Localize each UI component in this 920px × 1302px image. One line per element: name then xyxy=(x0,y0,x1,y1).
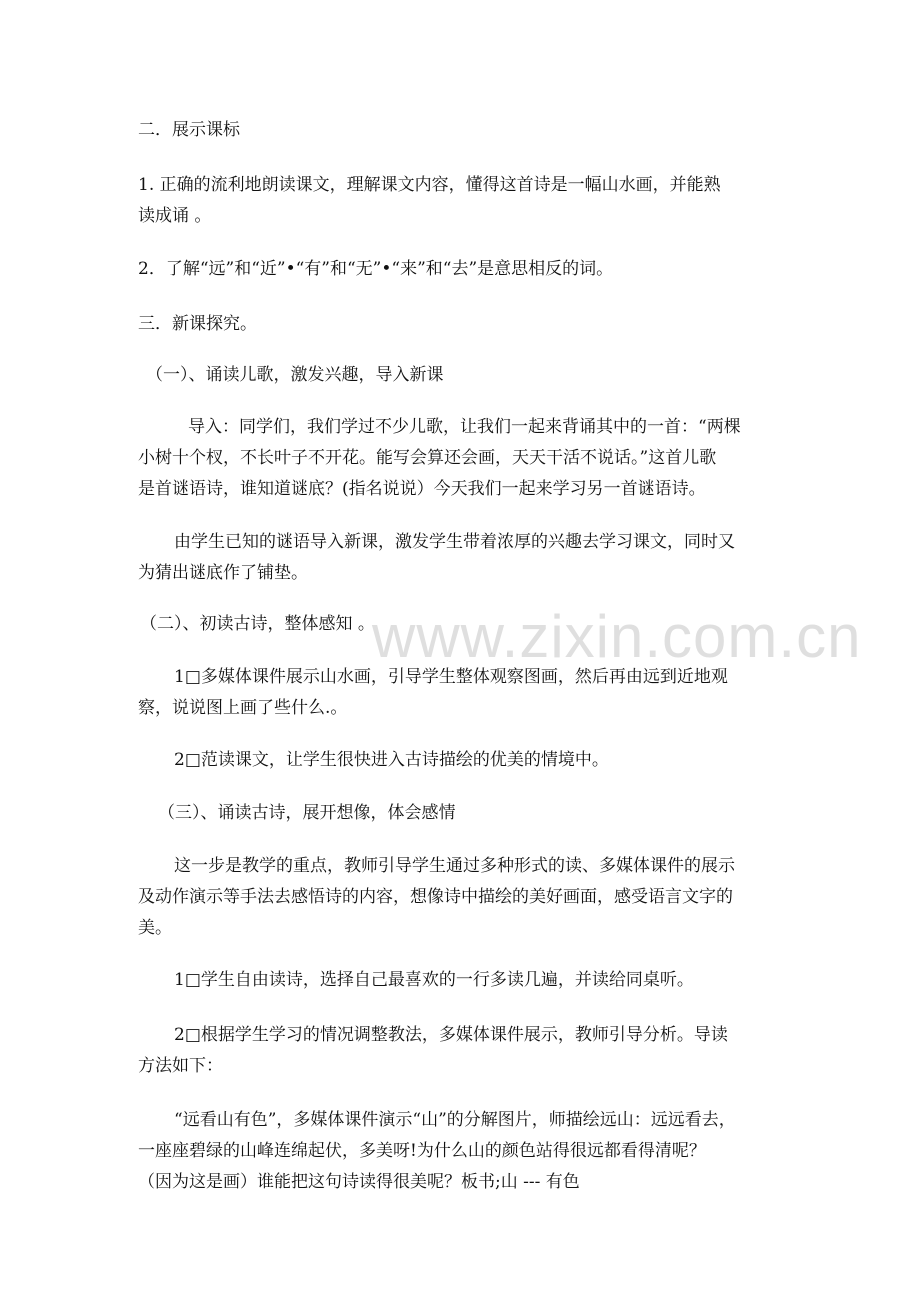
paragraph-line: 这一步是教学的重点，教师引导学生通过多种形式的读、多媒体课件的展示 xyxy=(174,856,735,876)
paragraph-line: （因为这是画）谁能把这句诗读得很美呢？板书;山 --- 有色 xyxy=(138,1172,580,1192)
watermark: www.zixin.com.cn xyxy=(372,603,862,670)
subheading-three: （三）、诵读古诗，展开想像，体会感情 xyxy=(158,803,456,823)
paragraph-line: 方法如下： xyxy=(138,1056,223,1076)
paragraph-line: 一座座碧绿的山峰连绵起伏，多美呀!为什么山的颜色站得很远都看得清呢？ xyxy=(138,1141,706,1161)
paragraph-line: 1□学生自由读诗，选择自己最喜欢的一行多读几遍，并读给同桌听。 xyxy=(174,970,694,990)
heading-show-standards: 二．展示课标 xyxy=(138,120,240,140)
subheading-one: （一）、诵读儿歌，激发兴趣，导入新课 xyxy=(146,365,444,385)
paragraph-line: 是首谜语诗，谁知道谜底？(指名说说）今天我们一起来学习另一首谜语诗。 xyxy=(138,479,706,499)
paragraph-line: 为猜出谜底作了铺垫。 xyxy=(138,563,308,583)
paragraph-line: 1. 正确的流利地朗读课文，理解课文内容，懂得这首诗是一幅山水画，并能熟 xyxy=(138,175,721,195)
paragraph-line: 由学生已知的谜语导入新课，激发学生带着浓厚的兴趣去学习课文，同时又 xyxy=(174,532,735,552)
paragraph-line: 及动作演示等手法去感悟诗的内容，想像诗中描绘的美好画面，感受语言文字的 xyxy=(138,887,733,907)
paragraph-line: 美。 xyxy=(138,918,172,938)
paragraph-line: 2□范读课文，让学生很快进入古诗描绘的优美的情境中。 xyxy=(174,750,609,770)
paragraph-line: 读成诵 。 xyxy=(138,206,212,226)
paragraph-line: “远看山有色”，多媒体课件演示“山”的分解图片，师描绘远山：远远看去， xyxy=(174,1110,736,1130)
heading-new-lesson: 三．新课探究。 xyxy=(138,314,257,334)
paragraph-line: 导入：同学们，我们学过不少儿歌，让我们一起来背诵其中的一首：“两棵 xyxy=(188,417,741,437)
subheading-two: （二）、初读古诗，整体感知 。 xyxy=(140,614,375,634)
paragraph-line: 1□多媒体课件展示山水画，引导学生整体观察图画，然后再由远到近地观 xyxy=(174,667,728,687)
paragraph-line: 小树十个杈，不长叶子不开花。能写会算还会画，天天干活不说话。”这首儿歌 xyxy=(138,448,717,468)
paragraph-line: 2□根据学生学习的情况调整教法，多媒体课件展示，教师引导分析。导读 xyxy=(174,1025,728,1045)
paragraph-line: 2．了解“远”和“近”•“有”和“无”•“来”和“去”是意思相反的词。 xyxy=(138,259,614,279)
paragraph-line: 察，说说图上画了些什么.。 xyxy=(138,698,348,718)
